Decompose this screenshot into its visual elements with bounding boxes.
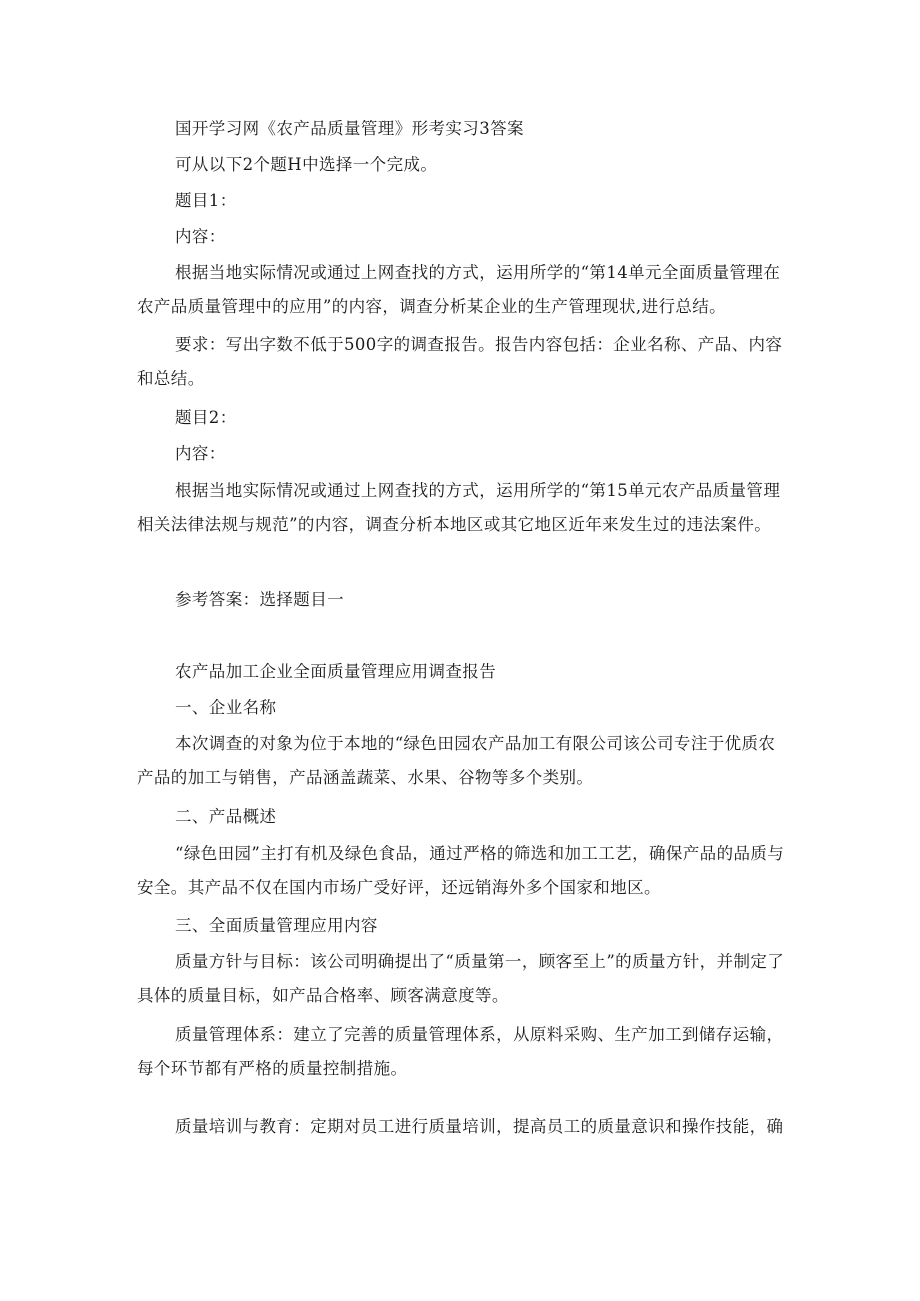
answer-heading: 参考答案：选择题目一: [175, 590, 344, 609]
section2-heading: 二、产品概述: [175, 807, 277, 826]
quality-system-paragraph: 质量管理体系：建立了完善的质量管理体系，从原料采购、生产加工到储存运输，每个环节都有严格的质量控制措施。: [137, 1025, 784, 1078]
section1-body: 本次调查的对象为位于本地的“绿色田园农产品加工有限公司该公司专注于优质农产品的加工与销售，产品涵盖蔬菜、水果、谷物等多个类别。: [137, 734, 776, 787]
topic1-label: 题目1：: [175, 191, 237, 210]
report-title: 农产品加工企业全面质量管理应用调查报告: [175, 662, 497, 681]
quality-training-paragraph: 质量培训与教育：定期对员工进行质量培训，提高员工的质量意识和操作技能，确: [175, 1117, 784, 1136]
topic2-content: 根据当地实际情况或通过上网查找的方式，运用所学的“第15单元农产品质量管理相关法律法规与规范”的内容，调查分析本地区或其它地区近年来发生过的违法案件。: [137, 481, 781, 534]
topic2-content-label: 内容：: [175, 444, 226, 463]
section1-heading: 一、企业名称: [175, 698, 277, 717]
instruction-text: 可从以下2个题H中选择一个完成。: [175, 155, 438, 174]
quality-policy-paragraph: 质量方针与目标：该公司明确提出了“质量第一，顾客至上”的质量方针，并制定了具体的质量目标，如产品合格率、顾客满意度等。: [137, 952, 785, 1005]
topic1-content-label: 内容：: [175, 227, 226, 246]
section3-heading: 三、全面质量管理应用内容: [175, 916, 378, 935]
topic2-label: 题目2：: [175, 408, 237, 427]
topic1-requirement: 要求：写出字数不低于500字的调查报告。报告内容包括：企业名称、产品、内容和总结。: [137, 335, 783, 388]
section2-body: “绿色田园”主打有机及绿色食品，通过严格的筛选和加工工艺，确保产品的品质与安全。其产品不仅在国内市场广受好评，还远销海外多个国家和地区。: [137, 844, 785, 897]
topic1-content: 根据当地实际情况或通过上网查找的方式，运用所学的“第14单元全面质量管理在农产品质量管理中的应用”的内容，调查分析某企业的生产管理现状,进行总结。: [137, 263, 781, 316]
document-title: 国开学习网《农产品质量管理》形考实习3答案: [175, 119, 524, 138]
